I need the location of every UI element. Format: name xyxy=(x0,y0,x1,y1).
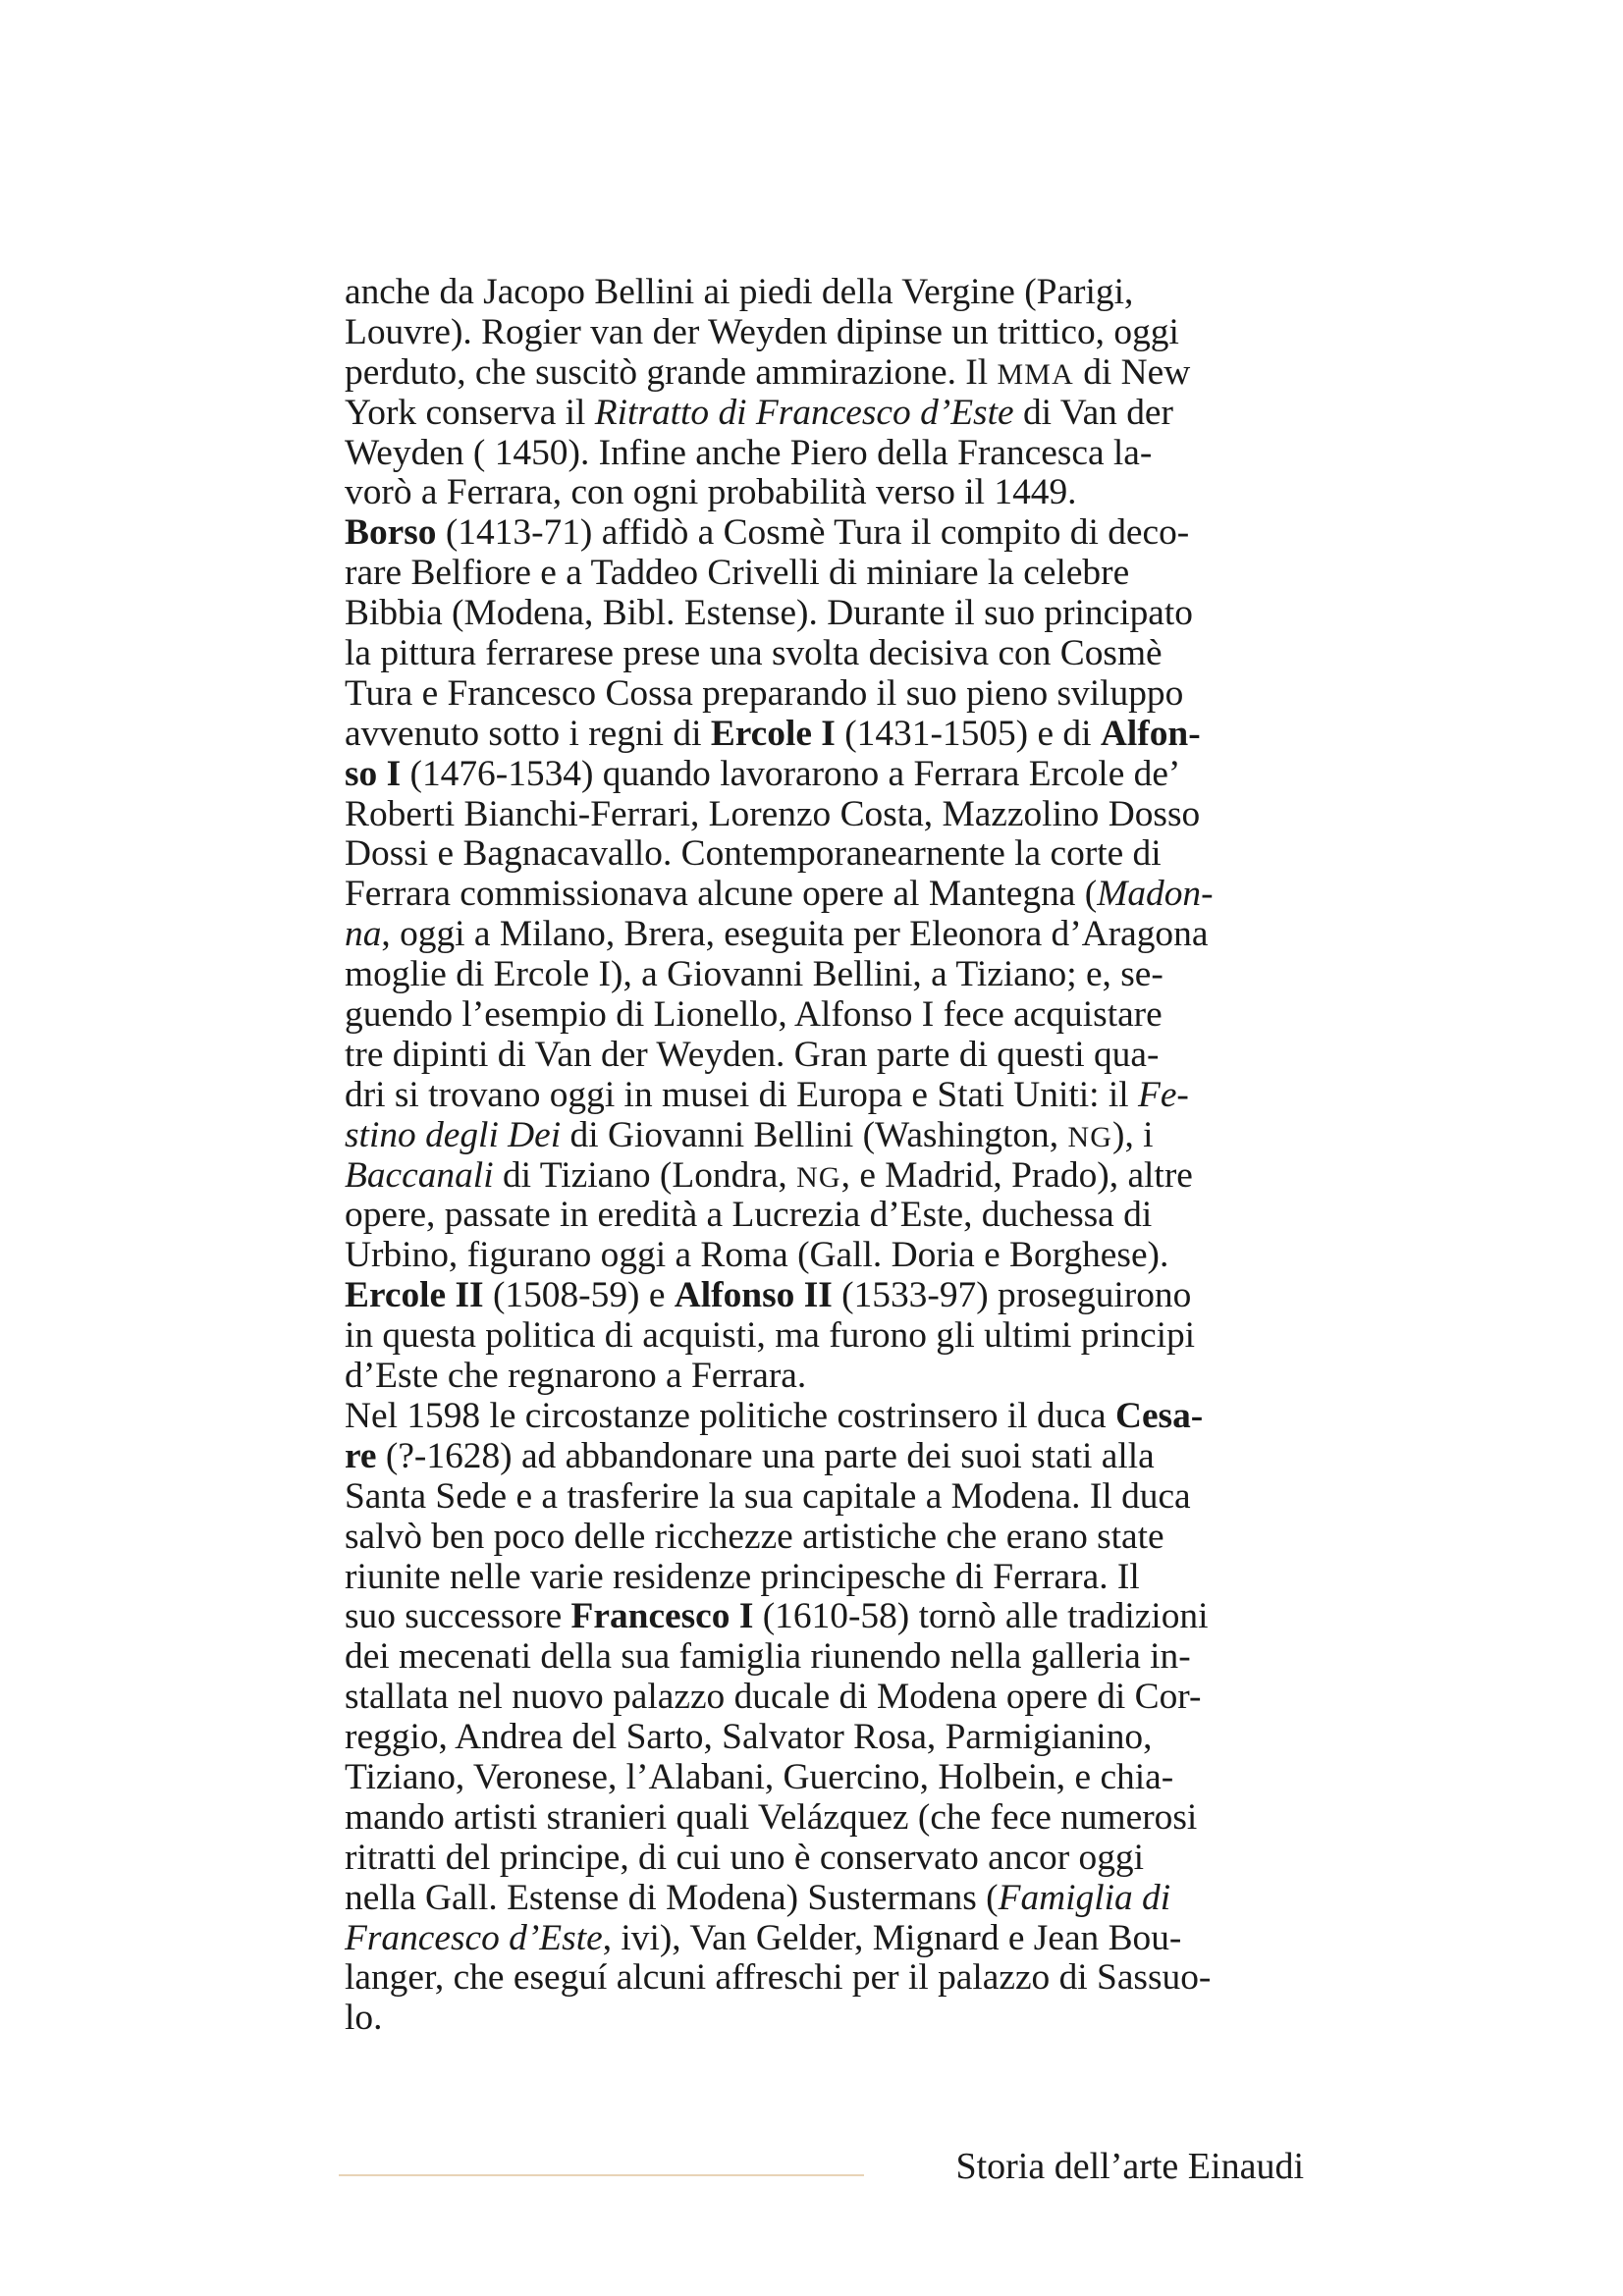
abbreviation-ng: NG xyxy=(1067,1120,1113,1153)
text-line: riunite nelle varie residenze principesche di Ferrara. Il xyxy=(345,1556,1140,1597)
text-line: Santa Sede e a trasferire la sua capitale a Modena. Il duca xyxy=(345,1475,1191,1517)
text-line: Ercole II (1508-59) e Alfonso II (1533-97) proseguirono xyxy=(345,1275,1192,1316)
text-line: Baccanali di Tiziano (Londra, NG, e Madrid, Prado), altre xyxy=(345,1154,1193,1196)
text-line: perduto, che suscitò grande ammirazione. Il MMA di New xyxy=(345,351,1191,393)
text-line: opere, passate in eredità a Lucrezia d’Este, duchessa di xyxy=(345,1195,1153,1236)
text-line: tre dipinti di Van der Weyden. Gran parte di questi qua- xyxy=(345,1034,1160,1075)
text-line: moglie di Ercole I), a Giovanni Bellini, a Tiziano; e, se- xyxy=(345,954,1163,995)
text-line: dei mecenati della sua famiglia riunendo nella galleria in- xyxy=(345,1636,1191,1678)
person-name: Alfonso II xyxy=(674,1275,833,1316)
person-name: so I xyxy=(345,753,402,794)
text-line: mando artisti stranieri quali Velázquez (che fece numerosi xyxy=(345,1796,1198,1838)
text-line: re (?-1628) ad abbandonare una parte dei suoi stati alla xyxy=(345,1435,1155,1476)
text-line: anche da Jacopo Bellini ai piedi della Vergine (Parigi, xyxy=(345,272,1134,312)
person-name: Borso xyxy=(345,512,437,554)
text-line: in questa politica di acquisti, ma furono gli ultimi principi xyxy=(345,1315,1196,1357)
person-name: Francesco I xyxy=(570,1596,754,1637)
text-line: salvò ben poco delle ricchezze artistiche che erano state xyxy=(345,1516,1164,1557)
footer-rule xyxy=(339,2174,864,2176)
abbreviation-mma: MMA xyxy=(997,357,1074,391)
text-line: so I (1476-1534) quando lavorarono a Ferrara Ercole de’ xyxy=(345,753,1181,794)
text-line: Ferrara commissionava alcune opere al Mantegna (Madon- xyxy=(345,874,1214,915)
text-line: Dossi e Bagnacavallo. Contemporanearnente la corte di xyxy=(345,833,1162,875)
text-line: Tura e Francesco Cossa preparando il suo pieno sviluppo xyxy=(345,672,1184,714)
footer-title: Storia dell’arte Einaudi xyxy=(955,2146,1304,2187)
artwork-title: Ritratto di Francesco d’Este xyxy=(594,392,1014,433)
person-name: Alfon- xyxy=(1100,713,1201,754)
person-name: Ercole I xyxy=(710,713,836,754)
text-line: la pittura ferrarese prese una svolta decisiva con Cosmè xyxy=(345,633,1163,674)
text-line: Tiziano, Veronese, l’Alabani, Guercino, Holbein, e chia- xyxy=(345,1756,1174,1797)
artwork-title: Fe- xyxy=(1137,1074,1189,1115)
text-line: reggio, Andrea del Sarto, Salvator Rosa, Parmigianino, xyxy=(345,1717,1153,1758)
text-line: Weyden ( 1450). Infine anche Piero della Francesca la- xyxy=(345,432,1153,473)
text-line: York conserva il Ritratto di Francesco d’Este di Van der xyxy=(345,392,1173,433)
text-line: Francesco d’Este, ivi), Van Gelder, Mignard e Jean Bou- xyxy=(345,1917,1182,1958)
artwork-title: Famiglia di xyxy=(998,1877,1171,1918)
text-line: dri si trovano oggi in musei di Europa e Stati Uniti: il Fe- xyxy=(345,1074,1189,1115)
text-line: Borso (1413-71) affidò a Cosmè Tura il compito di deco- xyxy=(345,512,1190,554)
artwork-title: Francesco d’Este xyxy=(345,1917,603,1958)
text-line: avvenuto sotto i regni di Ercole I (1431-1505) e di Alfon- xyxy=(345,713,1201,754)
text-line: guendo l’esempio di Lionello, Alfonso I fece acquistare xyxy=(345,994,1163,1036)
text-line: Louvre). Rogier van der Weyden dipinse un trittico, oggi xyxy=(345,311,1179,352)
person-name: Ercole II xyxy=(345,1275,484,1316)
text-line: nella Gall. Estense di Modena) Sustermans (Famiglia di xyxy=(345,1877,1171,1918)
text-line: d’Este che regnarono a Ferrara. xyxy=(345,1356,807,1397)
text-line: Urbino, figurano oggi a Roma (Gall. Doria e Borghese). xyxy=(345,1235,1169,1276)
abbreviation-ng: NG xyxy=(796,1160,841,1194)
text-line: na, oggi a Milano, Brera, eseguita per Eleonora d’Aragona xyxy=(345,914,1209,955)
text-line: rare Belfiore e a Taddeo Crivelli di miniare la celebre xyxy=(345,553,1130,594)
body-text xyxy=(345,273,1303,2039)
artwork-title: stino degli Dei xyxy=(345,1114,562,1155)
artwork-title: na xyxy=(345,914,382,955)
artwork-title: Baccanali xyxy=(345,1154,494,1196)
text-line: Bibbia (Modena, Bibl. Estense). Durante il suo principato xyxy=(345,593,1193,634)
text-line: ritratti del principe, di cui uno è conservato ancor oggi xyxy=(345,1837,1145,1878)
text-line: stino degli Dei di Giovanni Bellini (Washington, NG), i xyxy=(345,1114,1154,1155)
person-name: re xyxy=(345,1435,377,1476)
person-name: Cesa- xyxy=(1114,1395,1204,1436)
text-line: langer, che eseguí alcuni affreschi per il palazzo di Sassuo- xyxy=(345,1957,1212,1999)
text-line: Roberti Bianchi-Ferrari, Lorenzo Costa, Mazzolino Dosso xyxy=(345,793,1201,834)
text-line: suo successore Francesco I (1610-58) tornò alle tradizioni xyxy=(345,1596,1209,1637)
text-line: vorò a Ferrara, con ogni probabilità verso il 1449. xyxy=(345,472,1077,513)
text-line: Nel 1598 le circostanze politiche costrinsero il duca Cesa- xyxy=(345,1395,1204,1436)
artwork-title: Madon- xyxy=(1097,874,1214,915)
text-line: lo. xyxy=(345,1998,383,2039)
text-line: stallata nel nuovo palazzo ducale di Modena opere di Cor- xyxy=(345,1677,1202,1718)
